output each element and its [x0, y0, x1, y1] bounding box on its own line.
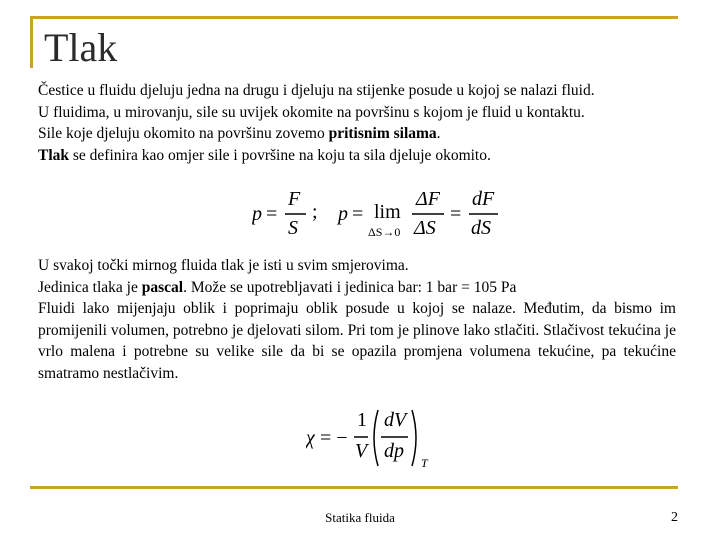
eq-delta-F: ΔF	[416, 188, 440, 210]
bold-term-tlak: Tlak	[38, 146, 70, 164]
paragraph-definition	[38, 80, 676, 166]
eq-lim-sub: ΔS→0	[368, 225, 401, 239]
eq-dV: dV	[384, 409, 407, 431]
bold-term-pritisne-sile: pritisnim silama	[328, 125, 437, 142]
text-line: U svakoj točki mirnog fluida tlak je isti u svim smjerovima.	[38, 257, 409, 274]
eq-equals-minus: = −	[320, 427, 348, 449]
eq-chi: χ	[306, 427, 315, 449]
eq-S: S	[288, 217, 298, 239]
eq-V: V	[355, 440, 368, 462]
eq-dS: dS	[471, 217, 491, 239]
slide-title: Tlak	[44, 25, 118, 70]
eq-p2: p	[338, 203, 348, 225]
eq-lim: lim	[374, 201, 401, 223]
eq-equals3: =	[450, 203, 462, 225]
frame-top-line	[30, 16, 678, 19]
eq-dp: dp	[384, 440, 404, 462]
text-line: Čestice u fluidu djeluju jedna na drugu i djeluju na stijenke posude u kojoj se nalazi fluid.	[38, 82, 595, 99]
eq-p: p	[252, 203, 262, 225]
text-line: Jedinica tlaka je pascal. Može se upotrebljavati i jedinica bar: 1 bar = 105 Pa	[38, 278, 517, 296]
paragraph-fluids	[38, 255, 676, 384]
footer-title: Statika fluida	[325, 510, 395, 525]
eq-semicolon: ;	[312, 201, 318, 223]
eq-equals: =	[266, 203, 278, 225]
eq-delta-S: ΔS	[414, 217, 436, 239]
pressure-equation	[252, 188, 512, 244]
eq-equals2: =	[352, 203, 364, 225]
eq-dF: dF	[472, 188, 495, 210]
bold-term-pascal: pascal	[141, 278, 184, 296]
frame-left-line	[30, 16, 33, 68]
text-paragraph: Fluidi lako mijenjaju oblik i poprimaju oblik posude u kojoj se nalaze. Međutim, da bismo im promijenili volumen, potrebno je djelovati silom. Pri tom je plinove lako stlačiti. Stlačivost tekućina je vrlo malena i potrebne su velike sile da bi se opazila promjena volumena tekućine, pa tekućine smatramo nestlačivim.	[38, 300, 676, 382]
text-line: Tlak se definira kao omjer sile i površine na koju ta sila djeluje okomito.	[38, 146, 491, 164]
page-number: 2	[671, 510, 678, 525]
compressibility-equation	[306, 404, 434, 470]
text-line: U fluidima, u mirovanju, sile su uvijek okomite na površinu s kojom je fluid u kontaktu.	[38, 103, 585, 121]
eq-subscript-T: T	[421, 456, 428, 470]
text-line: Sile koje djeluju okomito na površinu zovemo pritisnim silama.	[38, 125, 441, 142]
eq-one: 1	[357, 409, 367, 431]
eq-F: F	[288, 188, 301, 210]
frame-bottom-line	[30, 486, 678, 489]
